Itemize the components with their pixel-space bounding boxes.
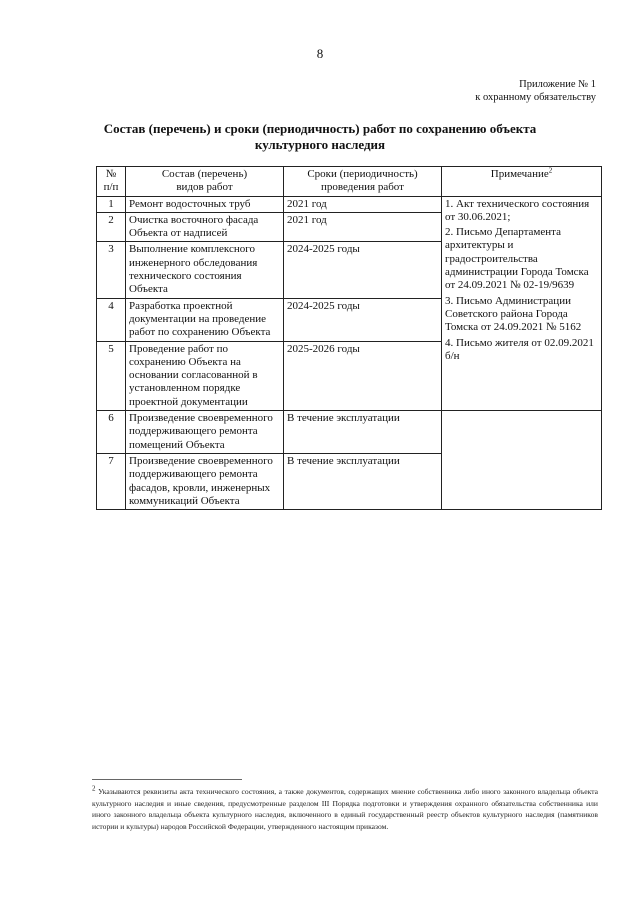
row-works: Очистка восточного фасада Объекта от надписей <box>126 212 284 242</box>
works-table <box>96 166 602 510</box>
row-works: Произведение своевременного поддерживающего ремонта фасадов, кровли, инженерных коммуникаций Объекта <box>126 453 284 509</box>
header-notes-label: Примечание <box>490 168 549 180</box>
table-row <box>97 411 602 454</box>
row-terms: 2024-2025 годы <box>284 298 442 341</box>
row-terms: В течение эксплуатации <box>284 411 442 454</box>
row-terms: 2021 год <box>284 196 442 212</box>
appendix-line-1: Приложение № 1 <box>519 79 596 90</box>
header-number-line-1: № <box>105 168 117 180</box>
header-works-line-1: Состав (перечень) <box>161 168 248 180</box>
footnote <box>92 786 598 832</box>
header-terms <box>284 167 442 197</box>
table-header-row <box>97 167 602 197</box>
notes-cell-empty <box>442 411 602 510</box>
header-works-line-2: видов работ <box>176 181 233 194</box>
row-terms: В течение эксплуатации <box>284 453 442 509</box>
header-number <box>97 167 126 197</box>
row-number: 5 <box>97 341 126 410</box>
row-number: 6 <box>97 411 126 454</box>
row-works: Произведение своевременного поддерживающего ремонта помещений Объекта <box>126 411 284 454</box>
row-works: Разработка проектной документации на проведение работ по сохранению Объекта <box>126 298 284 341</box>
row-number: 3 <box>97 242 126 298</box>
row-terms: 2025-2026 годы <box>284 341 442 410</box>
note-item: 4. Письмо жителя от 02.09.2021 б/н <box>445 336 594 362</box>
row-works: Проведение работ по сохранению Объекта на основании согласованной в установленном порядке проектной документации <box>126 341 284 410</box>
document-title <box>60 121 580 153</box>
footnote-text: Указываются реквизиты акта технического состояния, а также документов, содержащих мнение собственника либо иного законного владельца объекта культурного наследия и иные сведения, предусмотренные разделом III Порядка подготовки и утверждения охранного обязательства собственника или иного законного владельца объекта культурного наследия, включенного в единый государственный реестр объектов культурного наследия (памятников истории и культуры) народов Российской Федерации, утвержденного настоящим приказом. <box>92 787 598 831</box>
row-number: 4 <box>97 298 126 341</box>
note-item: 1. Акт технического состояния от 30.06.2021; <box>445 197 590 223</box>
row-terms: 2024-2025 годы <box>284 242 442 298</box>
header-number-line-2: п/п <box>103 181 119 194</box>
appendix-line-2: к охранному обязательству <box>475 92 596 103</box>
footnote-reference: 2 <box>548 166 553 175</box>
appendix-header <box>475 78 596 104</box>
row-works: Выполнение комплексного инженерного обследования технического состояния Объекта <box>126 242 284 298</box>
footnote-marker: 2 <box>92 784 96 793</box>
header-works <box>126 167 284 197</box>
title-line-1: Состав (перечень) и сроки (периодичность) работ по сохранению объекта <box>103 121 537 136</box>
note-item: 3. Письмо Администрации Советского района Города Томска от 24.09.2021 № 5162 <box>445 294 582 334</box>
table-row <box>97 196 602 212</box>
row-number: 1 <box>97 196 126 212</box>
footnote-divider <box>92 779 242 780</box>
header-terms-line-2: проведения работ <box>321 181 404 194</box>
row-number: 7 <box>97 453 126 509</box>
row-number: 2 <box>97 212 126 242</box>
title-line-2: культурного наследия <box>254 137 386 152</box>
note-item: 2. Письмо Департамента архитектуры и градостроительства администрации Города Томска от 24.09.2021 № 02-19/9639 <box>445 226 589 292</box>
row-works: Ремонт водосточных труб <box>126 196 284 212</box>
notes-cell <box>442 196 602 410</box>
header-notes <box>442 167 602 197</box>
row-terms: 2021 год <box>284 212 442 242</box>
header-terms-line-1: Сроки (периодичность) <box>307 168 418 180</box>
page-number: 8 <box>316 46 324 61</box>
